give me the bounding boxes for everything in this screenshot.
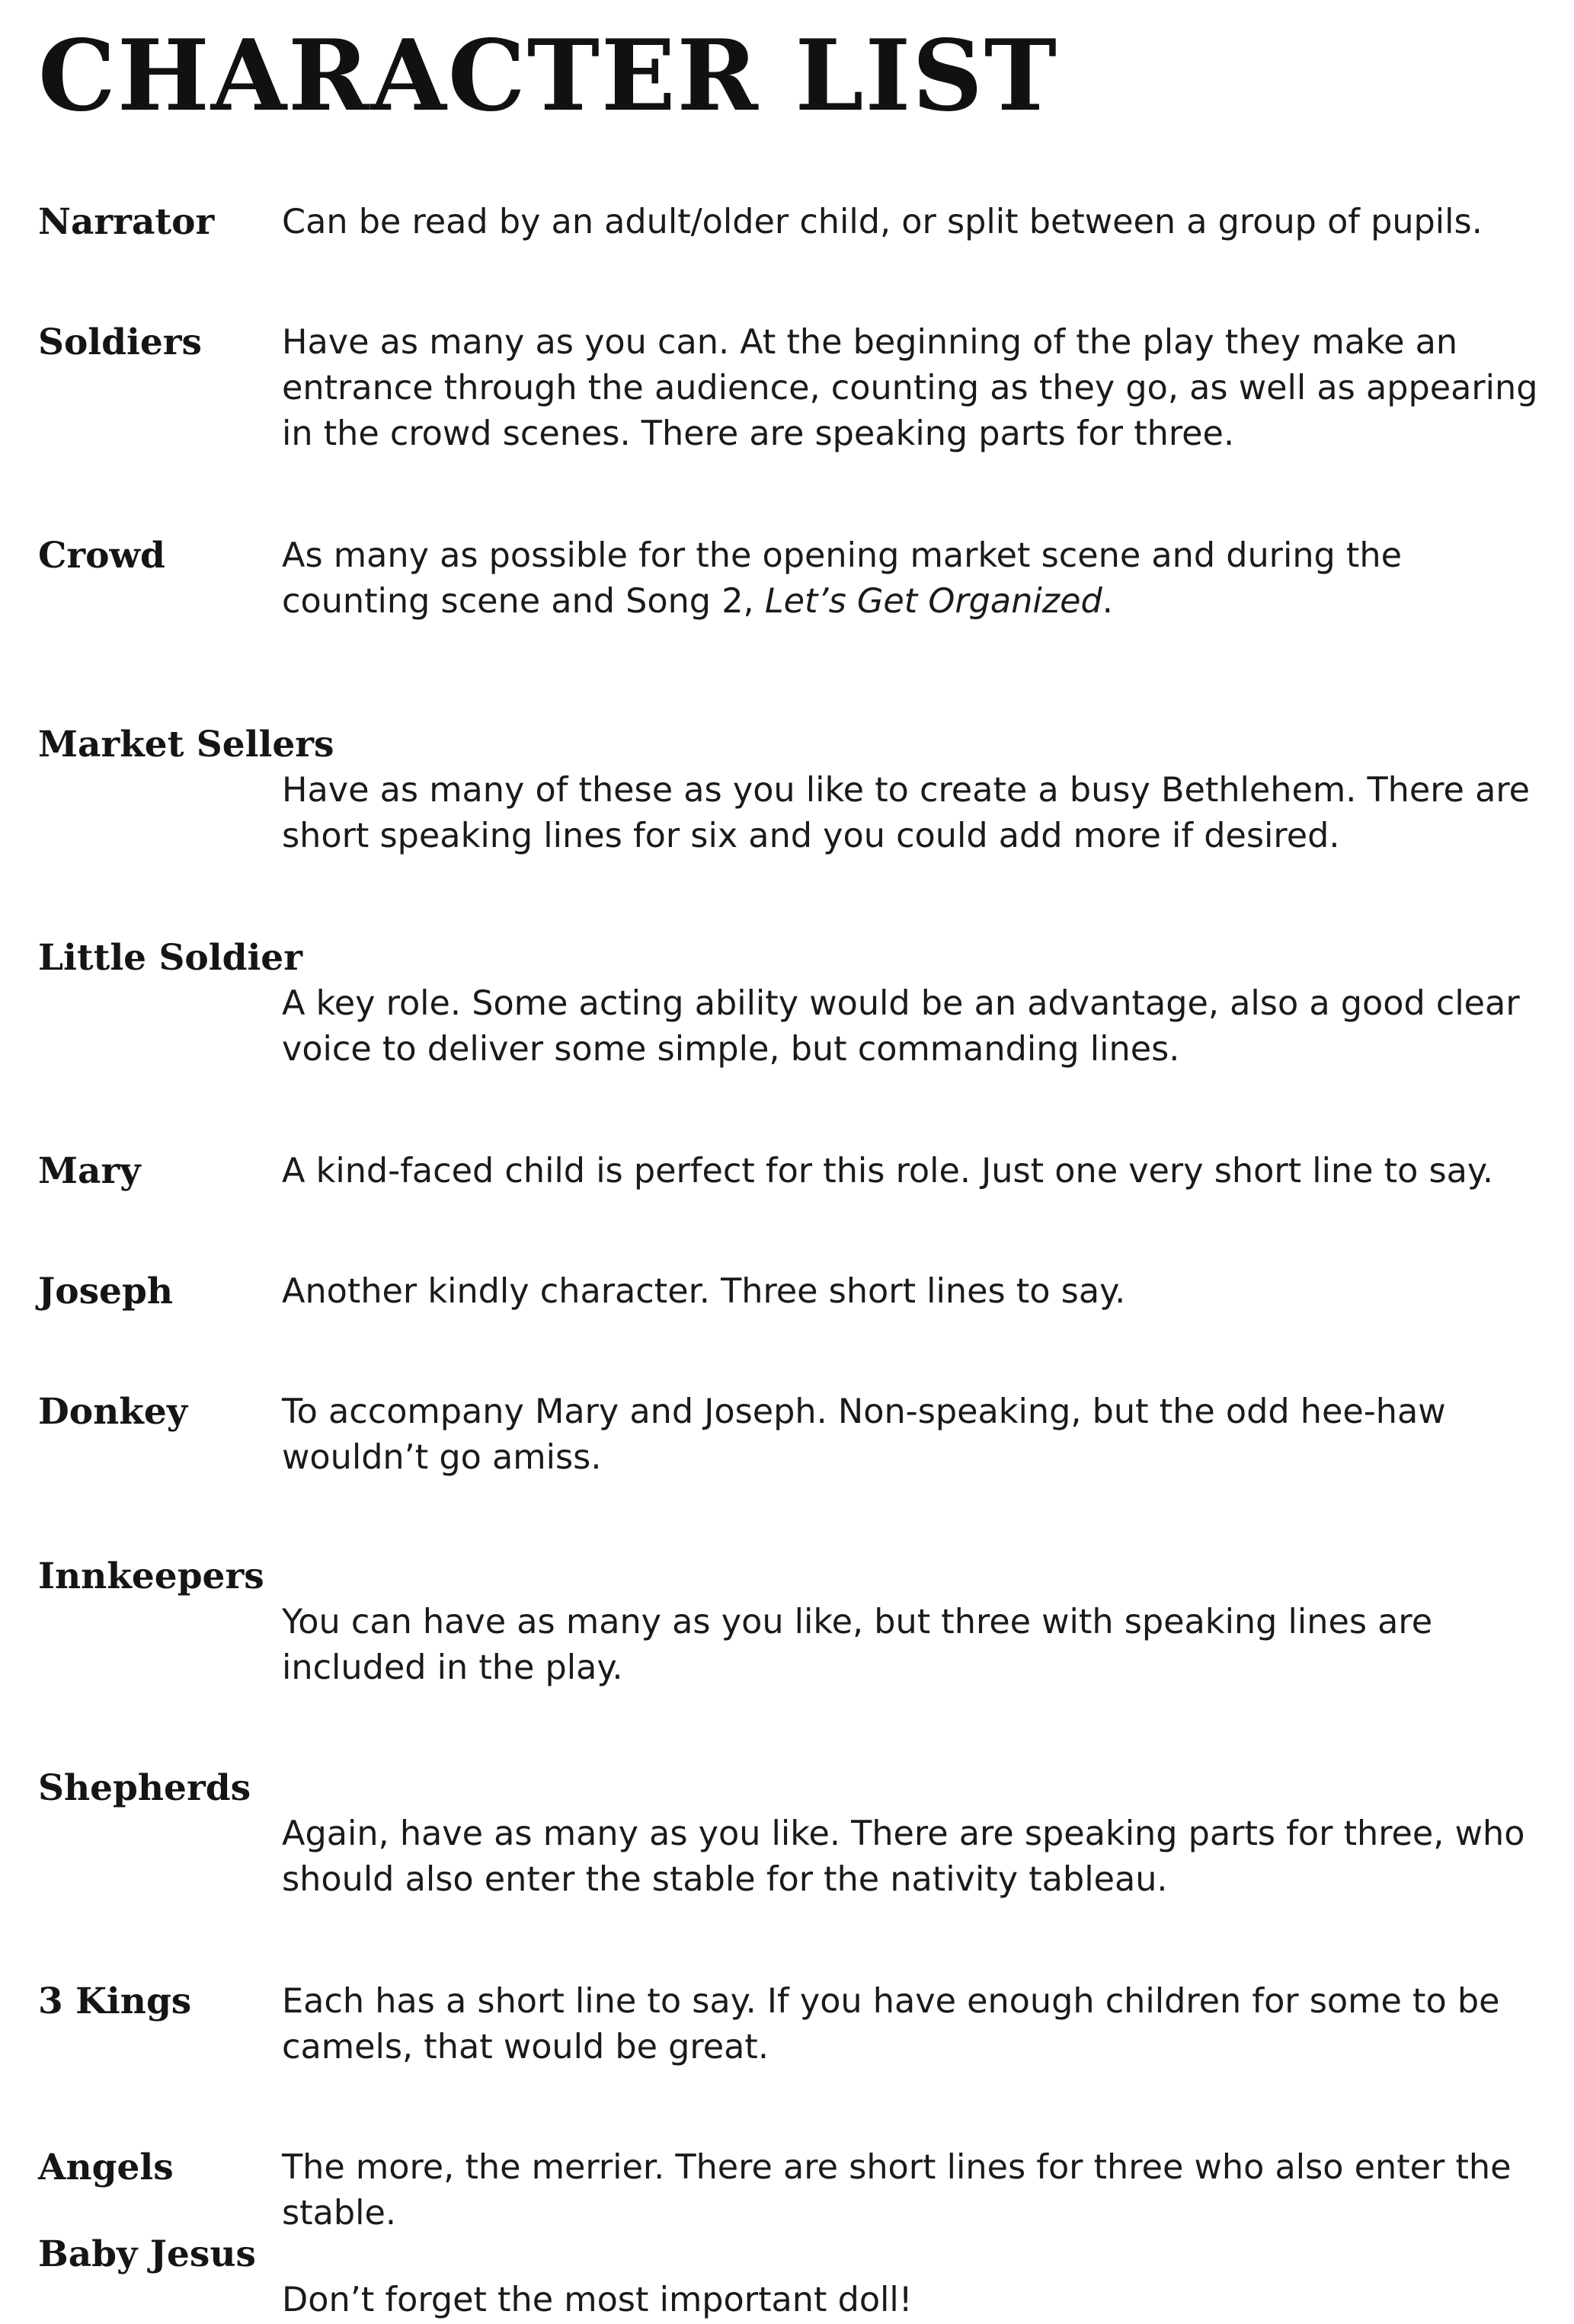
- character-description: Again, have as many as you like. There are speaking parts for three, who should also enter the stable for the nativity tableau.: [282, 1814, 1525, 1899]
- song-title: Let’s Get Organized: [764, 582, 1102, 621]
- character-name: Market Sellers: [38, 724, 334, 766]
- character-description: [282, 533, 1547, 625]
- character-name: Narrator: [38, 201, 215, 243]
- character-description: You can have as many as you like, but three with speaking lines are included in the play.: [282, 1603, 1433, 1687]
- description-text: As many as possible for the opening market scene and during the counting scene and Song 2,: [282, 536, 1402, 621]
- page-title: CHARACTER LIST: [38, 19, 1058, 133]
- character-description: Don’t forget the most important doll!: [282, 2281, 913, 2319]
- character-name: Crowd: [38, 535, 165, 577]
- character-description: Can be read by an adult/older child, or split between a group of pupils.: [282, 203, 1483, 241]
- character-name: Joseph: [38, 1271, 173, 1312]
- character-name: Donkey: [38, 1391, 188, 1433]
- character-name: Baby Jesus: [38, 2233, 256, 2275]
- character-name: Angels: [38, 2147, 174, 2188]
- character-name: Little Soldier: [38, 937, 302, 979]
- character-name: Innkeepers: [38, 1555, 264, 1597]
- character-description: A kind-faced child is perfect for this role. Just one very short line to say.: [282, 1152, 1494, 1191]
- character-name: Mary: [38, 1150, 141, 1192]
- description-text: .: [1102, 582, 1113, 621]
- character-name: Soldiers: [38, 321, 202, 363]
- character-description: Another kindly character. Three short lines to say.: [282, 1272, 1126, 1311]
- character-description: To accompany Mary and Joseph. Non-speaking, but the odd hee-haw wouldn’t go amiss.: [282, 1392, 1446, 1477]
- character-name: Shepherds: [38, 1767, 251, 1809]
- character-description: Each has a short line to say. If you have enough children for some to be camels, that would be great.: [282, 1982, 1500, 2067]
- character-name: 3 Kings: [38, 1980, 192, 2022]
- character-description: A key role. Some acting ability would be an advantage, also a good clear voice to deliver some simple, but commanding lines.: [282, 984, 1520, 1069]
- character-description: Have as many as you can. At the beginning of the play they make an entrance through the audience, counting as they go, as well as appearing in the crowd scenes. There are speaking parts for three.: [282, 323, 1538, 453]
- character-description: The more, the merrier. There are short lines for three who also enter the stable.: [282, 2148, 1512, 2233]
- character-description: Have as many of these as you like to create a busy Bethlehem. There are short speaking lines for six and you could add more if desired.: [282, 771, 1531, 855]
